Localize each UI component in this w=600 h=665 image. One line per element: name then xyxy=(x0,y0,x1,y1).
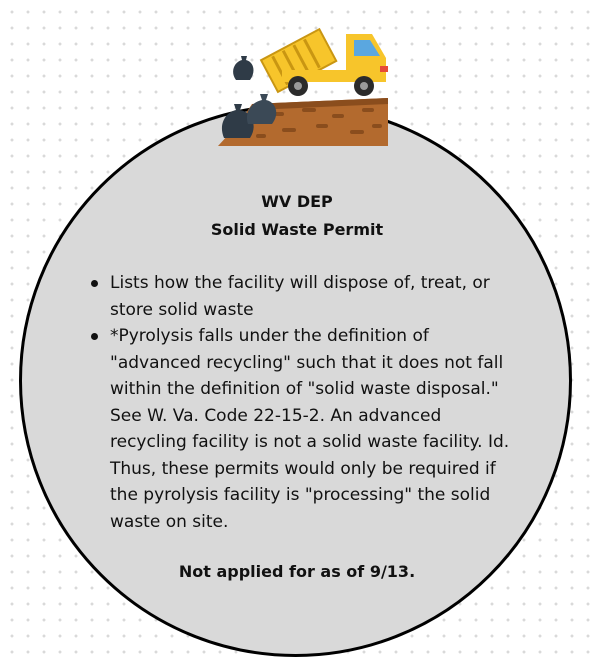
list-item xyxy=(82,323,522,535)
permit-details-list xyxy=(82,270,522,535)
permit-agency-title: WV DEP xyxy=(261,192,333,211)
bullet-dot xyxy=(91,333,98,340)
list-item-text: *Pyrolysis falls under the definition of "advanced recycling" such that it does not fall within the definition of "solid waste disposal." See W. Va. Code 22-15-2. An advanced recycling facility is not a solid waste facility. Id. Thus, these permits would only be required if the pyrolysis facility is "processing" the solid waste on site. xyxy=(110,326,510,532)
list-item-text: Lists how the facility will dispose of, treat, or store solid waste xyxy=(110,273,490,320)
bullet-dot xyxy=(91,280,98,287)
list-item xyxy=(82,270,522,323)
permit-type-title: Solid Waste Permit xyxy=(210,220,384,239)
application-status: Not applied for as of 9/13. xyxy=(178,562,416,581)
